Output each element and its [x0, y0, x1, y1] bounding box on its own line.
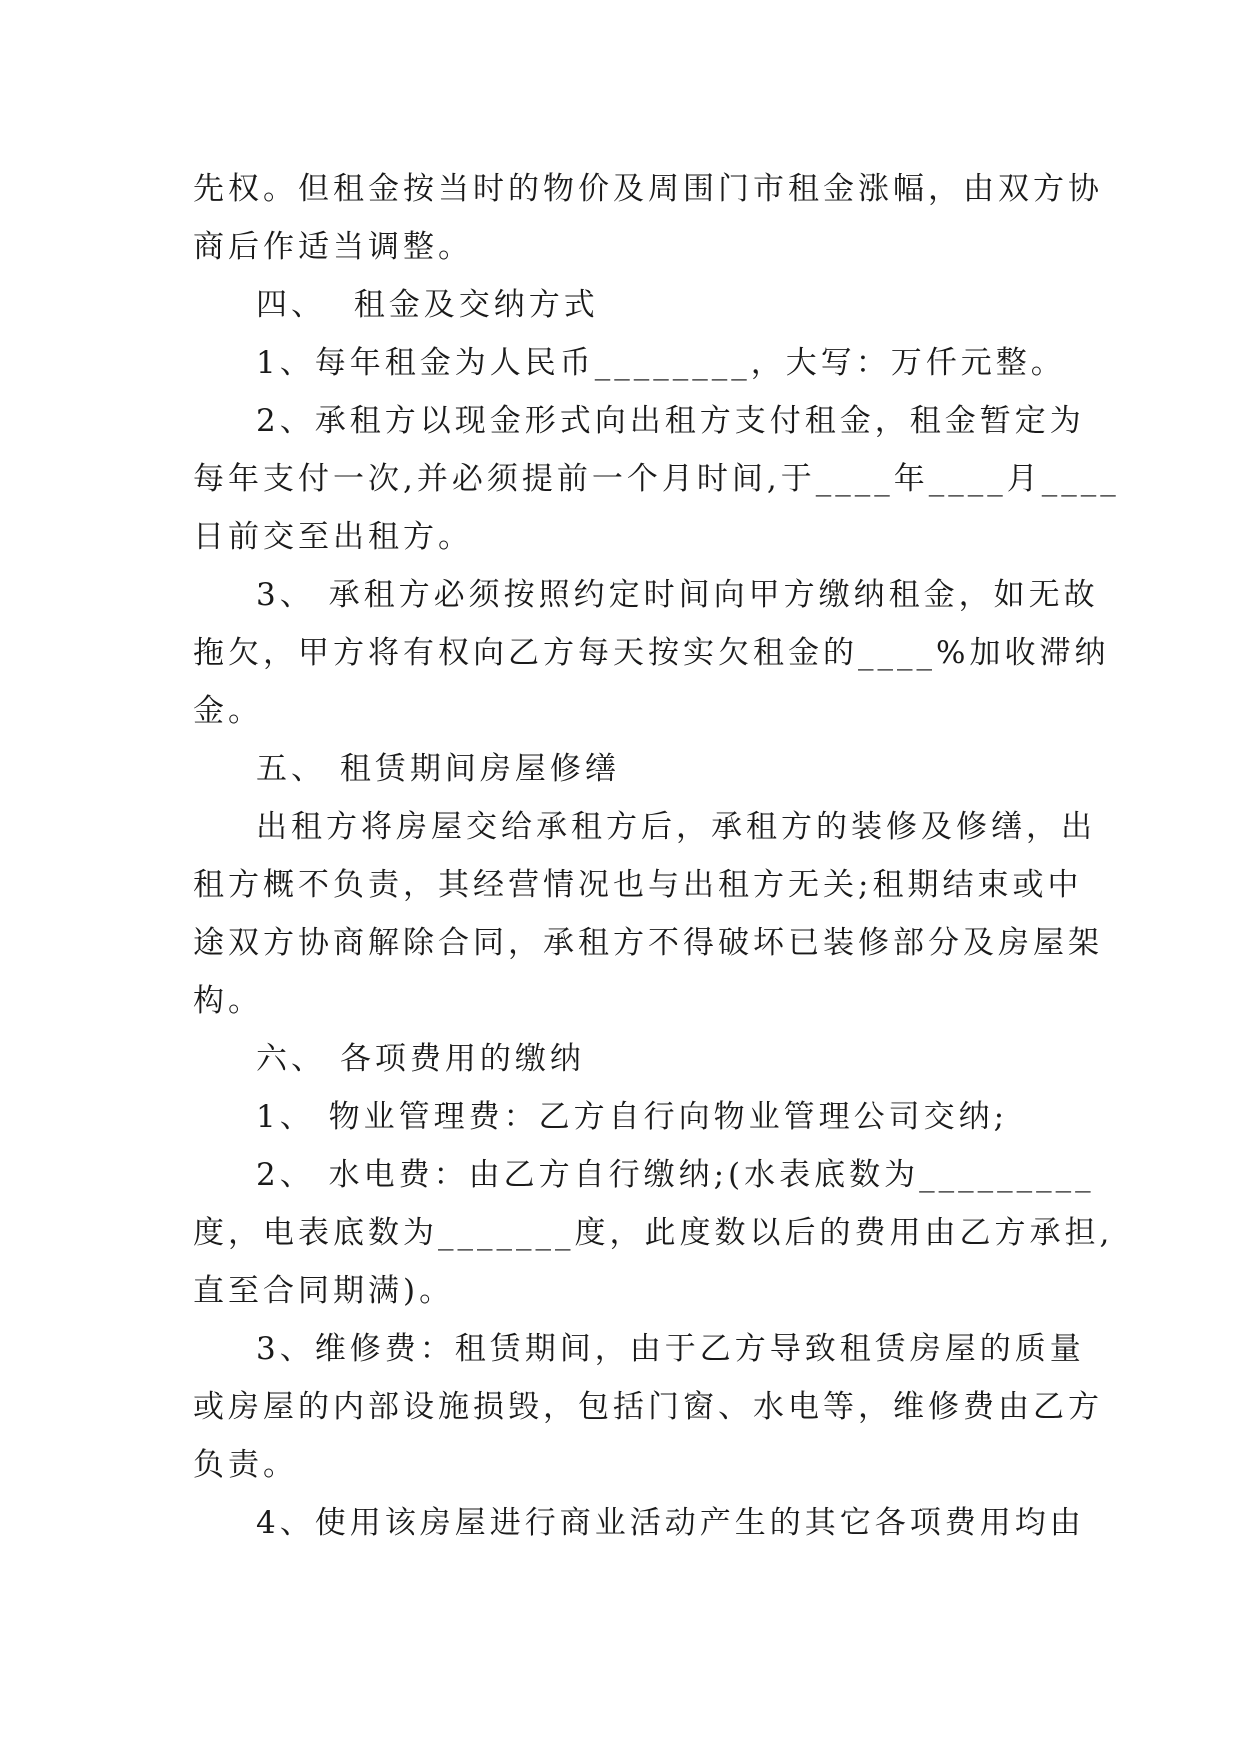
text-line: 直至合同期满)。 — [193, 1273, 455, 1309]
document-body — [193, 160, 1120, 1552]
section-heading: 五、 租赁期间房屋修缮 — [256, 751, 620, 787]
section-heading: 四、 租金及交纳方式 — [256, 287, 599, 323]
text-line: 4、使用该房屋进行商业活动产生的其它各项费用均由 — [256, 1505, 1085, 1541]
text-line: 构。 — [193, 983, 263, 1019]
text-line: 租方概不负责，其经营情况也与出租方无关;租期结束或中 — [193, 867, 1083, 903]
text-line: 出租方将房屋交给承租方后，承租方的装修及修缮，出 — [256, 809, 1096, 845]
text-line: 3、 承租方必须按照约定时间向甲方缴纳租金，如无故 — [256, 577, 1099, 613]
text-line: 2、承租方以现金形式向出租方支付租金，租金暂定为 — [256, 403, 1085, 439]
text-line: 金。 — [193, 693, 263, 729]
text-line: 1、 物业管理费：乙方自行向物业管理公司交纳; — [256, 1099, 1009, 1135]
text-line: 日前交至出租方。 — [193, 519, 473, 555]
section-heading: 六、 各项费用的缴纳 — [256, 1041, 585, 1077]
text-line: 途双方协商解除合同，承租方不得破坏已装修部分及房屋架 — [193, 925, 1103, 961]
text-line: 1、每年租金为人民币________，大写：万仟元整。 — [256, 345, 1066, 381]
text-line: 每年支付一次,并必须提前一个月时间,于____年____月____ — [193, 461, 1120, 497]
text-line: 商后作适当调整。 — [193, 229, 473, 265]
text-line: 度，电表底数为_______度，此度数以后的费用由乙方承担, — [193, 1215, 1114, 1251]
text-line: 拖欠，甲方将有权向乙方每天按实欠租金的____%加收滞纳 — [193, 635, 1110, 671]
text-line: 先权。但租金按当时的物价及周围门市租金涨幅，由双方协 — [193, 171, 1103, 207]
text-line: 负责。 — [193, 1447, 298, 1483]
text-line: 3、维修费：租赁期间，由于乙方导致租赁房屋的质量 — [256, 1331, 1085, 1367]
text-line: 2、 水电费：由乙方自行缴纳;(水表底数为_________ — [256, 1157, 1095, 1193]
text-line: 或房屋的内部设施损毁，包括门窗、水电等，维修费由乙方 — [193, 1389, 1103, 1425]
